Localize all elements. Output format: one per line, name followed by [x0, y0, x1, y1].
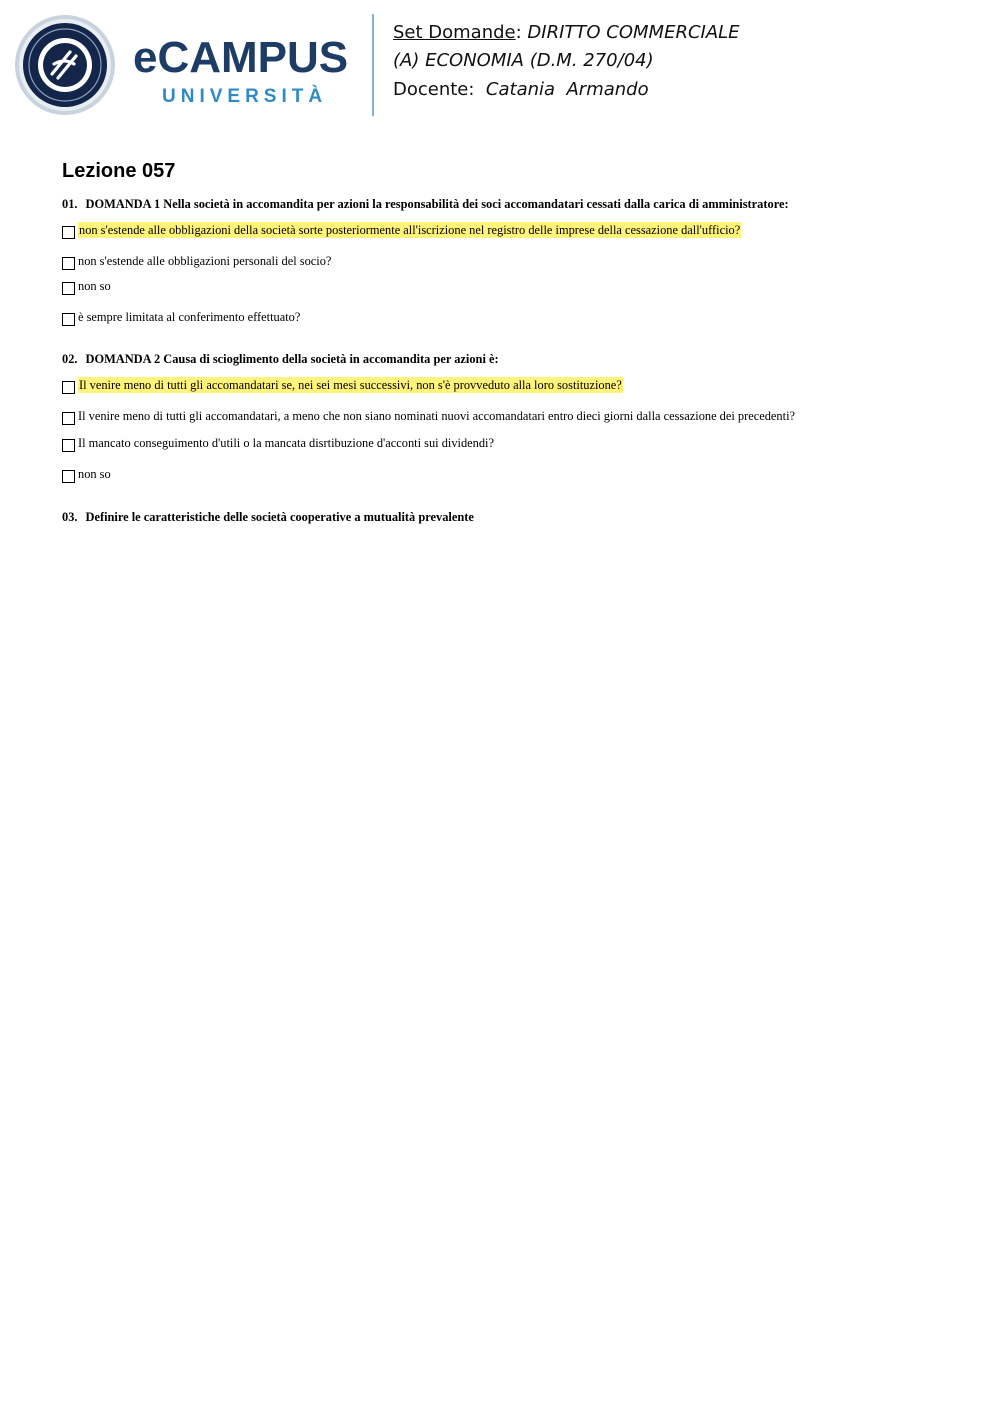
answer-1-1[interactable] [62, 222, 741, 238]
answer-2-2[interactable] [62, 408, 795, 424]
question-3 [62, 509, 474, 525]
empty-checkbox-icon[interactable] [62, 282, 75, 295]
question-1 [62, 196, 789, 212]
teacher-label: Docente: [393, 79, 475, 100]
course-line: (A) ECONOMIA (D.M. 270/04) [393, 50, 654, 71]
set-label: Set Domande [393, 22, 516, 43]
answer-2-4[interactable] [62, 466, 111, 482]
empty-checkbox-icon[interactable] [62, 470, 75, 483]
answer-text: Il mancato conseguimento d'utili o la mancata disrtibuzione d'acconti sui dividendi? [78, 436, 494, 450]
set-line [393, 22, 740, 44]
answer-text: non s'estende alle obbligazioni della società sorte posteriormente all'iscrizione nel registro delle imprese della cessazione dall'ufficio? [79, 223, 741, 237]
document-header [0, 0, 1000, 130]
empty-checkbox-icon[interactable] [62, 412, 75, 425]
answer-text: non so [78, 279, 111, 293]
ecampus-seal-logo [14, 14, 116, 116]
empty-checkbox-icon[interactable] [62, 381, 75, 394]
empty-checkbox-icon[interactable] [62, 226, 75, 239]
answer-1-3[interactable] [62, 278, 111, 294]
answer-text: non s'estende alle obbligazioni personali del socio? [78, 254, 332, 268]
answer-2-1[interactable] [62, 377, 623, 393]
answer-text: Il venire meno di tutti gli accomandatari, a meno che non siano nominati nuovi accomandatari entro dieci giorni dalla cessazione dei precedenti? [78, 409, 796, 423]
question-text: Definire le caratteristiche delle società cooperative a mutualità prevalente [85, 510, 474, 524]
set-colon: : [515, 22, 528, 43]
teacher-name: Catania Armando [485, 79, 649, 100]
empty-checkbox-icon[interactable] [62, 257, 75, 270]
teacher-line [393, 79, 649, 101]
answer-1-2[interactable] [62, 253, 331, 269]
question-number: 01. [62, 197, 78, 211]
header-divider [372, 14, 374, 116]
brand-name: eCAMPUS [133, 33, 349, 82]
answer-text: Il venire meno di tutti gli accomandatari se, nei sei mesi successivi, non s'è provveduto alla loro sostituzione? [79, 378, 622, 392]
answer-text: è sempre limitata al conferimento effettuato? [78, 310, 301, 324]
lesson-title: Lezione 057 [62, 160, 176, 182]
answer-text: non so [78, 467, 111, 481]
brand-subtitle: UNIVERSITÀ [162, 86, 328, 107]
set-value: DIRITTO COMMERCIALE [527, 22, 740, 43]
question-number: 02. [62, 352, 78, 366]
empty-checkbox-icon[interactable] [62, 439, 75, 452]
answer-1-4[interactable] [62, 309, 300, 325]
empty-checkbox-icon[interactable] [62, 313, 75, 326]
question-number: 03. [62, 510, 78, 524]
question-2 [62, 351, 499, 367]
answer-2-3[interactable] [62, 435, 494, 451]
question-text: DOMANDA 2 Causa di scioglimento della società in accomandita per azioni è: [85, 352, 499, 366]
question-text: DOMANDA 1 Nella società in accomandita per azioni la responsabilità dei soci accomandatari cessati dalla carica di amministratore: [85, 197, 789, 211]
